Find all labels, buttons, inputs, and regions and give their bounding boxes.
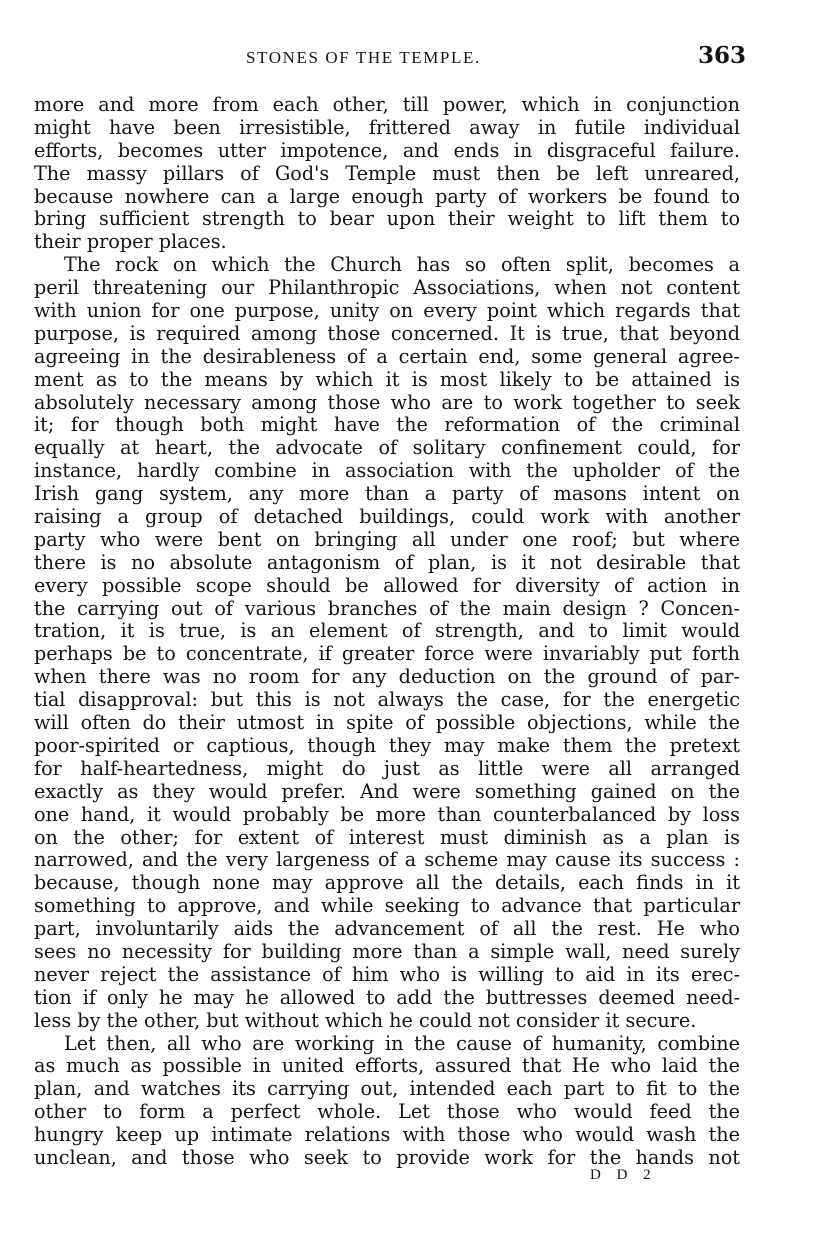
text-line: one hand, it would probably be more than counterbalanced by loss — [34, 802, 740, 826]
text-line: less by the other, but without which he could not consider it secure. — [34, 1008, 697, 1032]
text-line: purpose, is required among those concerned. It is true, that beyond — [34, 321, 740, 345]
text-line: agreeing in the desirableness of a certain end, some general agree- — [34, 344, 740, 368]
text-line: every possible scope should be allowed for diversity of action in — [34, 573, 740, 597]
text-line: perhaps be to concentrate, if greater force were invariably put forth — [34, 642, 740, 666]
text-line: The rock on which the Church has so often split, becomes a — [64, 253, 740, 277]
text-line: tial disapproval: but this is not always the case, for the energetic — [34, 688, 740, 712]
text-line: Let then, all who are working in the cause of humanity, combine — [64, 1031, 740, 1055]
text-line: exactly as they would prefer. And were something gained on the — [34, 779, 740, 803]
text-line: when there was no room for any deduction on the ground of par- — [34, 665, 740, 689]
text-line: The massy pillars of God's Temple must then be left unreared, — [34, 161, 740, 185]
text-line: party who were bent on bringing all under one roof; but where — [34, 527, 740, 551]
text-line: for half-heartedness, might do just as little were all arranged — [34, 756, 740, 780]
text-line: sees no necessity for building more than a simple wall, need surely — [34, 939, 740, 963]
text-line: their proper places. — [34, 230, 227, 254]
text-line: more and more from each other, till power, which in conjunction — [34, 93, 740, 116]
page-number: 363 — [697, 42, 746, 69]
text-line: bring sufficient strength to bear upon their weight to lift them to — [34, 207, 740, 231]
text-line: poor-spirited or captious, though they may make them the pretext — [34, 733, 740, 757]
signature-mark: D D 2 — [590, 1167, 657, 1183]
text-line: efforts, becomes utter impotence, and ends in disgraceful failure. — [34, 138, 740, 162]
text-line: tration, it is true, is an element of strength, and to limit would — [34, 619, 740, 643]
running-title: STONES OF THE TEMPLE. — [246, 48, 481, 67]
text-line: instance, hardly combine in association with the upholder of the — [34, 459, 740, 483]
text-line: might have been irresistible, frittered away in futile individual — [34, 115, 740, 139]
text-line: absolutely necessary among those who are to work together to seek — [34, 390, 740, 414]
text-line: there is no absolute antagonism of plan, is it not desirable that — [34, 550, 740, 574]
text-line: part, involuntarily aids the advancement of all the rest. He who — [34, 917, 740, 941]
text-line: never reject the assistance of him who is willing to aid in its erec- — [34, 962, 740, 986]
text-line: ment as to the means by which it is most likely to be attained is — [34, 367, 740, 391]
running-header — [0, 42, 818, 76]
text-line: plan, and watches its carrying out, intended each part to fit to the — [34, 1077, 740, 1101]
text-line: it; for though both might have the reformation of the criminal — [34, 413, 740, 437]
text-line: will often do their utmost in spite of possible objections, while the — [34, 711, 740, 735]
text-line: the carrying out of various branches of the main design ? Concen- — [34, 596, 740, 620]
text-line: with union for one purpose, unity on every point which regards that — [34, 299, 740, 323]
text-line: something to approve, and while seeking to advance that particular — [34, 894, 740, 918]
text-line: because, though none may approve all the details, each finds in it — [34, 871, 740, 895]
text-line: other to form a perfect whole. Let those who would feed the — [34, 1100, 740, 1124]
text-line: because nowhere can a large enough party of workers be found to — [34, 184, 740, 208]
text-line: hungry keep up intimate relations with those who would wash the — [34, 1123, 740, 1147]
text-line: Irish gang system, any more than a party of masons intent on — [34, 482, 740, 506]
text-line: raising a group of detached buildings, could work with another — [34, 505, 740, 529]
text-line: peril threatening our Philanthropic Associations, when not content — [34, 276, 740, 300]
text-line: as much as possible in united efforts, assured that He who laid the — [34, 1054, 740, 1078]
text-line: on the other; for extent of interest must diminish as a plan is — [34, 825, 740, 849]
body-text — [34, 94, 740, 1170]
text-line: unclean, and those who seek to provide work for the hands not — [34, 1145, 740, 1169]
text-line: narrowed, and the very largeness of a scheme may cause its success : — [34, 848, 740, 872]
text-line: tion if only he may he allowed to add the buttresses deemed need- — [34, 985, 740, 1009]
text-line: equally at heart, the advocate of solitary confinement could, for — [34, 436, 740, 460]
